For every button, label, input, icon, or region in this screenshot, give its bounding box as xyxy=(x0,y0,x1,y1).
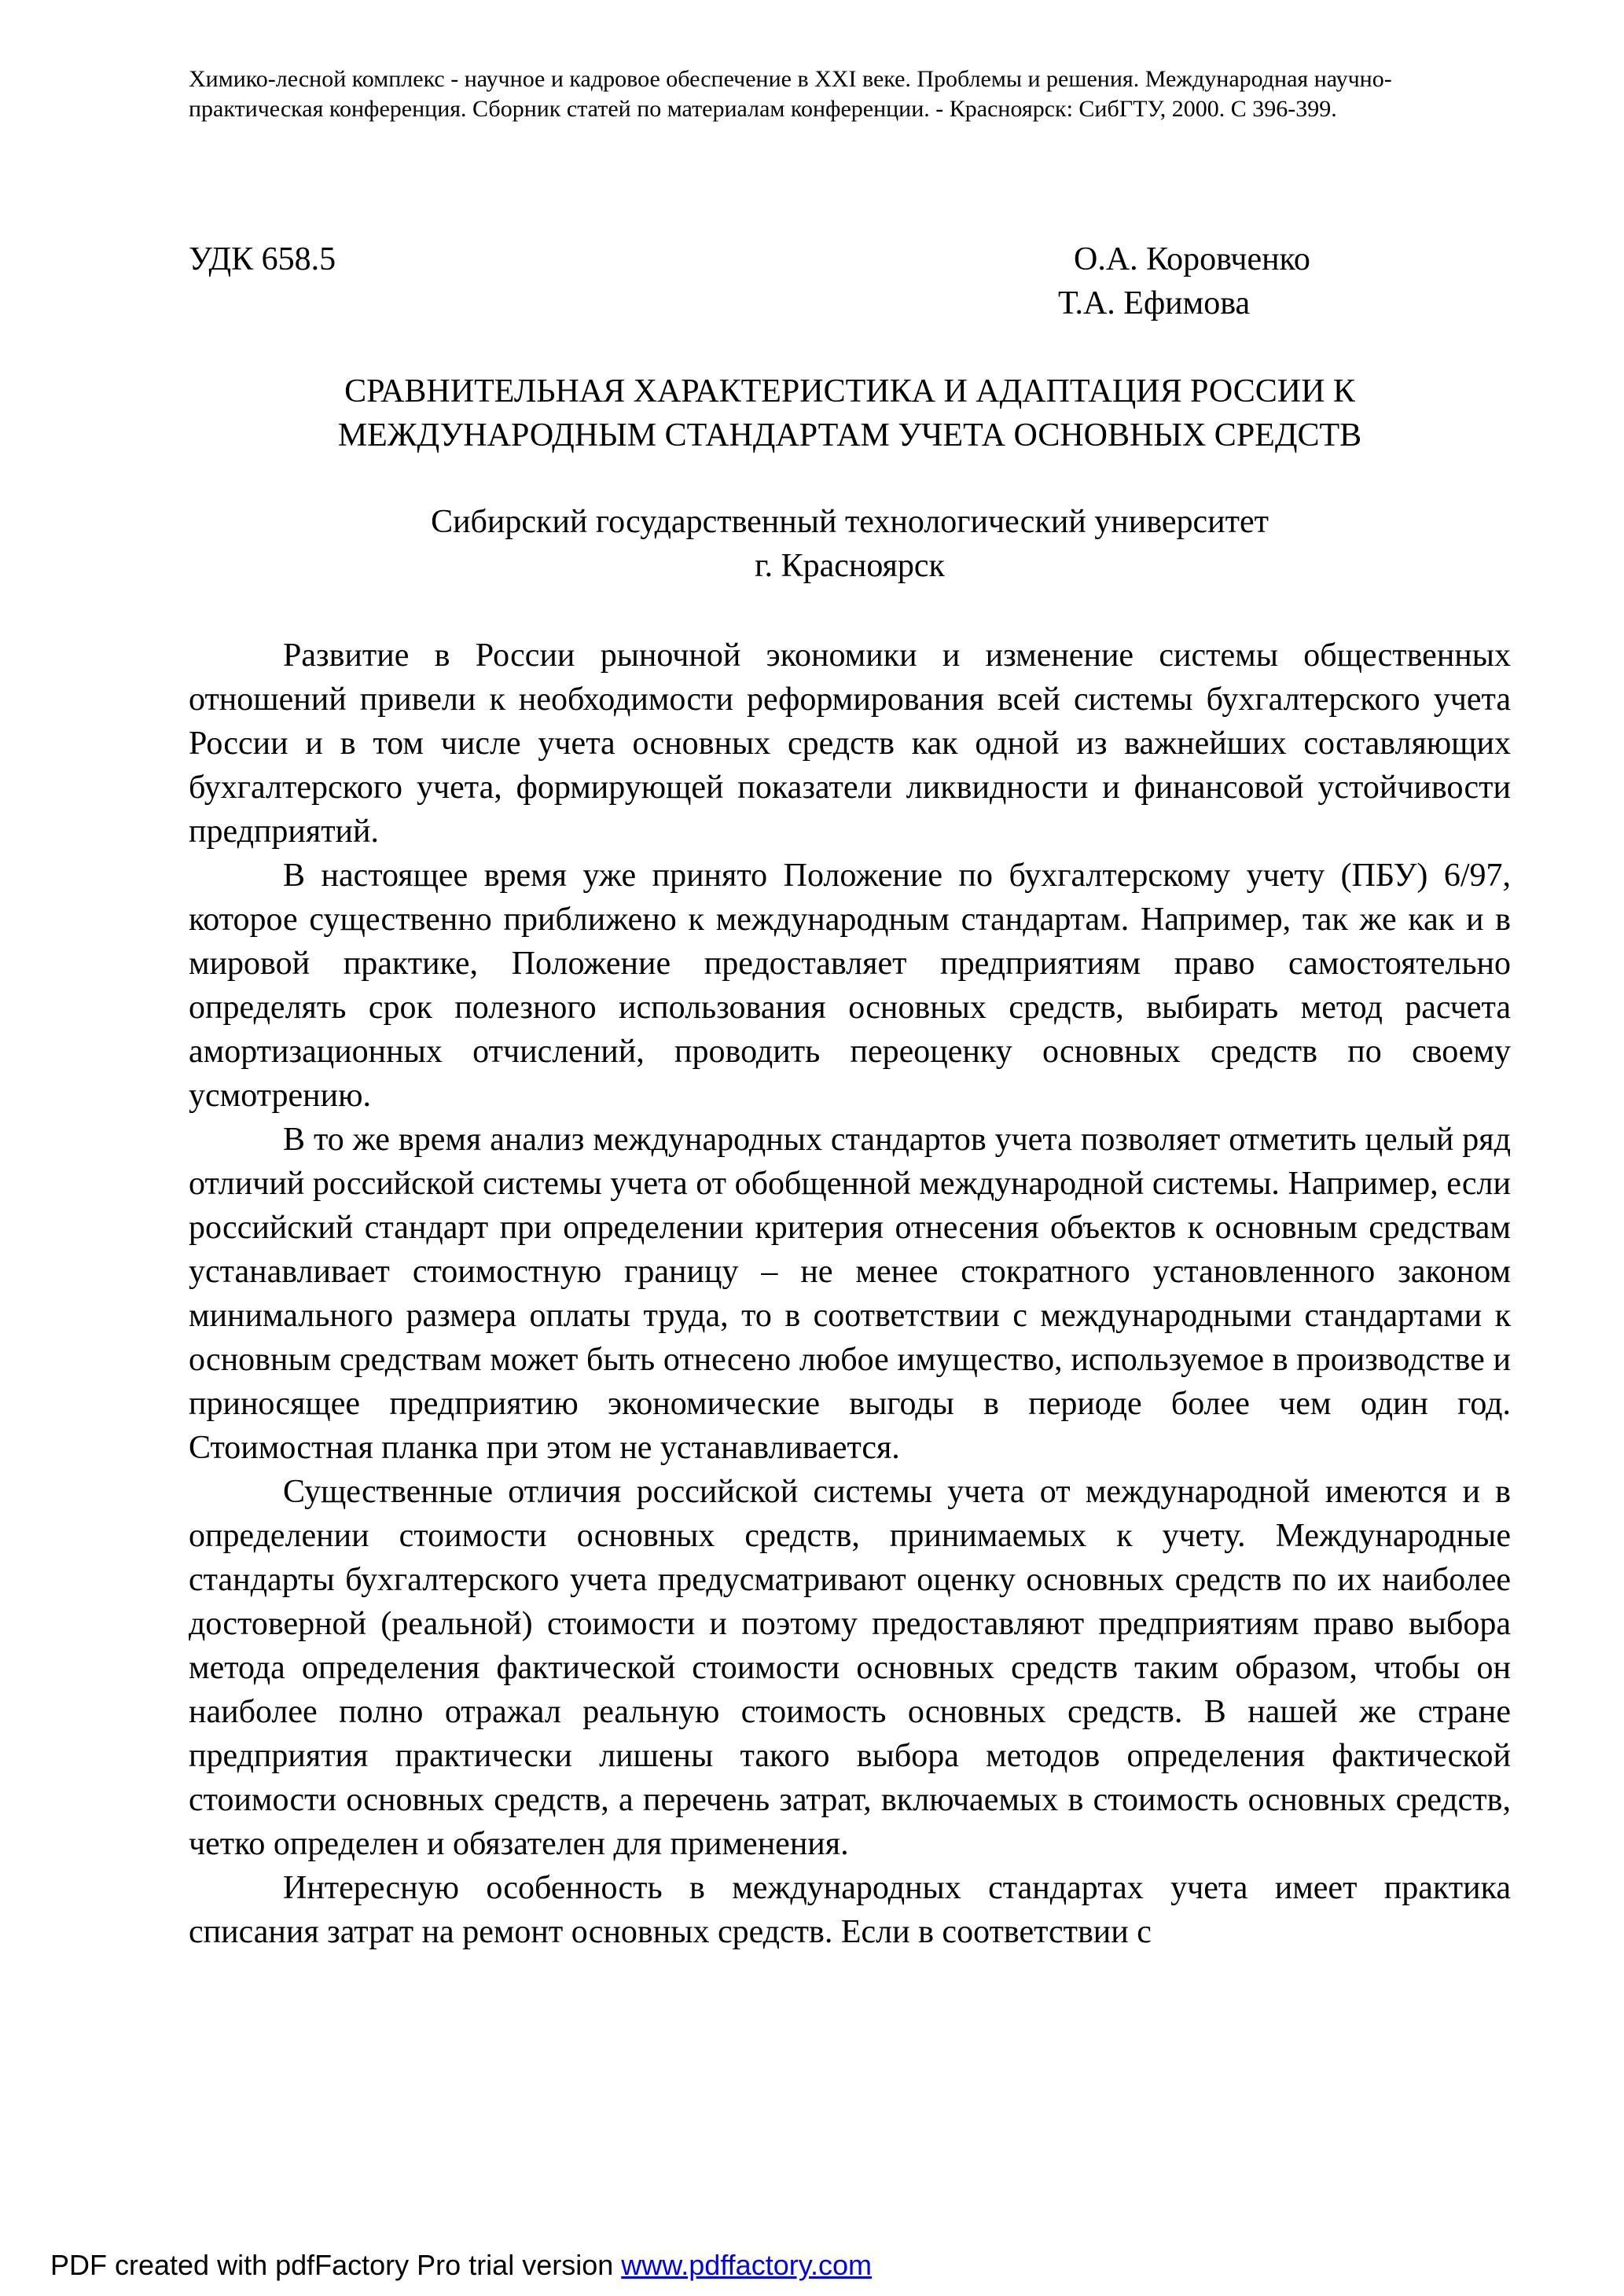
pdf-footer xyxy=(50,2248,872,2283)
citation-header: Химико-лесной комплекс - научное и кадровое обеспечение в XXI веке. Проблемы и решения. Международная научно-практическая конференция. Сборник статей по материалам конференции. - Красноярск: СибГТУ, 2000. С 396-399. xyxy=(189,66,1392,122)
body-paragraph: В то же время анализ международных стандартов учета позволяет отметить целый ряд отличий российской системы учета от обобщенной международной системы. Например, если российский стандарт при определении критерия отнесения объектов к основным средствам устанавливает стоимостную границу – не менее стократного установленного законом минимального размера оплаты труда, то в соответствии с международными стандартами к основным средствам может быть отнесено любое имущество, используемое в производстве и приносящее предприятию экономические выгоды в периоде более чем один год. Стоимостная планка при этом не устанавливается. xyxy=(189,1122,1511,1466)
article-title xyxy=(189,369,1511,457)
body-paragraph: Интересную особенность в международных стандартах учета имеет практика списания затрат на ремонт основных средств. Если в соответствии с xyxy=(189,1870,1511,1950)
author-name: Т.А. Ефимова xyxy=(1058,285,1251,321)
author-name: О.А. Коровченко xyxy=(1074,241,1310,277)
article-body xyxy=(189,634,1511,1954)
footer-text: PDF created with pdfFactory Pro trial version xyxy=(50,2249,622,2281)
institution-name: Сибирский государственный технологический университет xyxy=(431,504,1269,540)
body-paragraph: Развитие в России рыночной экономики и изменение системы общественных отношений привели к необходимости реформирования всей системы бухгалтерского учета России и в том числе учета основных средств как одной из важнейших составляющих бухгалтерского учета, формирующей показатели ликвидности и финансовой устойчивости предприятий. xyxy=(189,637,1511,850)
udk-code: УДК 658.5 xyxy=(189,241,336,277)
affiliation xyxy=(189,500,1511,588)
authors-block xyxy=(1053,237,1368,325)
title-line: СРАВНИТЕЛЬНАЯ ХАРАКТЕРИСТИКА И АДАПТАЦИЯ РОССИИ К xyxy=(344,373,1355,410)
body-paragraph: В настоящее время уже принято Положение по бухгалтерскому учету (ПБУ) 6/97, которое существенно приближено к международным стандартам. Например, так же как и в мировой практике, Положение предоставляет предприятиям право самостоятельно определять срок полезного использования основных средств, выбирать метод расчета амортизационных отчислений, проводить переоценку основных средств по своему усмотрению. xyxy=(189,858,1511,1114)
body-paragraph: Существенные отличия российской системы учета от международной имеются и в определении стоимости основных средств, принимаемых к учету. Международные стандарты бухгалтерского учета предусматривают оценку основных средств по их наиболее достоверной (реальной) стоимости и поэтому предоставляют предприятиям право выбора метода определения фактической стоимости основных средств таким образом, чтобы он наиболее полно отражал реальную стоимость основных средств. В нашей же стране предприятия практически лишены такого выбора методов определения фактической стоимости основных средств, а перечень затрат, включаемых в стоимость основных средств, четко определен и обязателен для применения. xyxy=(189,1474,1511,1862)
city-name: г. Красноярск xyxy=(755,548,945,584)
title-line: МЕЖДУНАРОДНЫМ СТАНДАРТАМ УЧЕТА ОСНОВНЫХ СРЕДСТВ xyxy=(337,417,1362,454)
pdffactory-link[interactable]: www.pdffactory.com xyxy=(621,2249,873,2281)
